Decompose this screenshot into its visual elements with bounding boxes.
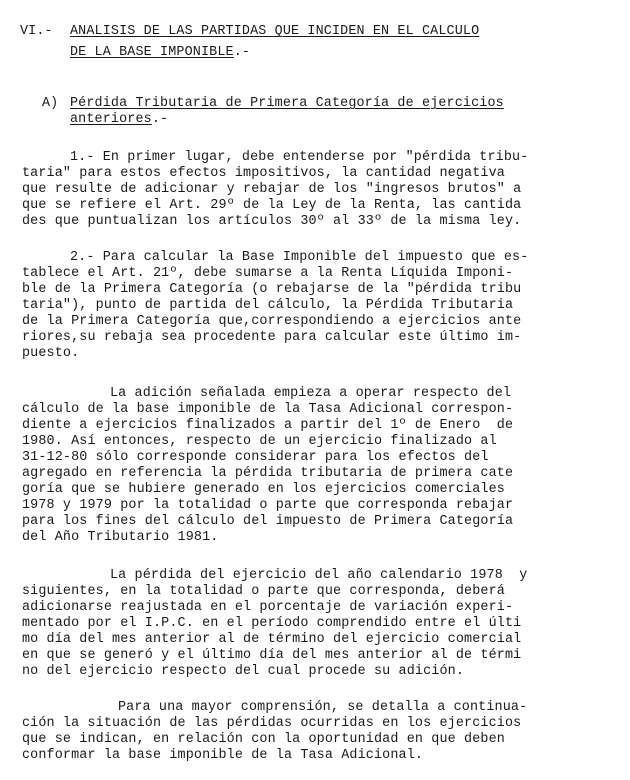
paragraph-line: 31-12-80 sólo corresponde considerar para los efectos del (22, 450, 489, 465)
paragraph-line: mo día del mes anterior al de término del ejercicio comercial (22, 632, 522, 647)
paragraph-line: La adición señalada empieza a operar respecto del (110, 386, 512, 401)
paragraph-line: puesto. (22, 346, 80, 361)
paragraph-line: taria" para estos efectos impositivos, la cantidad negativa (22, 166, 505, 181)
section-number: VI.- (20, 24, 53, 39)
paragraph-line: 1980. Así entonces, respecto de un ejercicio finalizado al (22, 434, 497, 449)
paragraph-line: 1.- En primer lugar, debe entenderse por "pérdida tribu- (70, 150, 529, 165)
paragraph-line: no del ejercicio respecto del cual procede su adición. (22, 664, 465, 679)
section-title-line2: DE LA BASE IMPONIBLE.- (70, 45, 251, 60)
paragraph-line: siguientes, en la totalidad o parte que corresponda, deberá (22, 584, 505, 599)
paragraph-line: ble de la Primera Categoría (o rebajarse de la "pérdida tribu (22, 282, 522, 297)
subsection-title-line1: Pérdida Tributaria de Primera Categoría de ejercicios (70, 96, 504, 111)
paragraph-line: mentado por el I.P.C. en el período comprendido entre el últi (22, 616, 522, 631)
paragraph-line: adicionarse reajustada en el porcentaje de variación experi- (22, 600, 514, 615)
paragraph-line: tablece el Art. 21º, debe sumarse a la Renta Líquida Imponi- (22, 266, 514, 281)
paragraph-line: que se refiere el Art. 29º de la Ley de la Renta, las cantida (22, 198, 522, 213)
paragraph-line: conformar la base imponible de la Tasa Adicional. (22, 748, 424, 763)
paragraph-line: 2.- Para calcular la Base Imponible del impuesto que es- (70, 250, 529, 265)
subsection-title-line2: anteriores.- (70, 112, 169, 127)
paragraph-line: en que se generó y el último día del mes anterior al de térmi (22, 648, 522, 663)
paragraph-line: taria"), punto de partida del cálculo, la Pérdida Tributaria (22, 298, 514, 313)
paragraph-line: de la Primera Categoría que,correspondiendo a ejercicios ante (22, 314, 522, 329)
paragraph-line: del Año Tributario 1981. (22, 530, 219, 545)
paragraph-line: ción la situación de las pérdidas ocurridas en los ejercicios (22, 716, 522, 731)
subsection-label: A) (42, 96, 59, 111)
paragraph-line: que se indican, en relación con la oportunidad en que deben (22, 732, 505, 747)
paragraph-line: des que puntualizan los artículos 30º al 33º de la misma ley. (22, 214, 522, 229)
section-title-line1: ANALISIS DE LAS PARTIDAS QUE INCIDEN EN EL CALCULO (70, 24, 480, 39)
paragraph-line: cálculo de la base imponible de la Tasa Adicional correspon- (22, 402, 514, 417)
paragraph-line: agregado en referencia la pérdida tributaria de primera cate (22, 466, 514, 481)
paragraph-line: diente a ejercicios finalizados a partir del 1º de Enero de (22, 418, 514, 433)
paragraph-line: goría que se hubiere generado en los ejercicios comerciales (22, 482, 505, 497)
paragraph-line: 1978 y 1979 por la totalidad o parte que corresponda rebajar (22, 498, 514, 513)
paragraph-line: para los fines del cálculo del impuesto de Primera Categoría (22, 514, 514, 529)
paragraph-line: riores,su rebaja sea procedente para calcular este último im- (22, 330, 522, 345)
paragraph-line: La pérdida del ejercicio del año calendario 1978 y (110, 568, 528, 583)
paragraph-line: Para una mayor comprensión, se detalla a continua- (118, 700, 528, 715)
paragraph-line: que resulte de adicionar y rebajar de los "ingresos brutos" a (22, 182, 522, 197)
